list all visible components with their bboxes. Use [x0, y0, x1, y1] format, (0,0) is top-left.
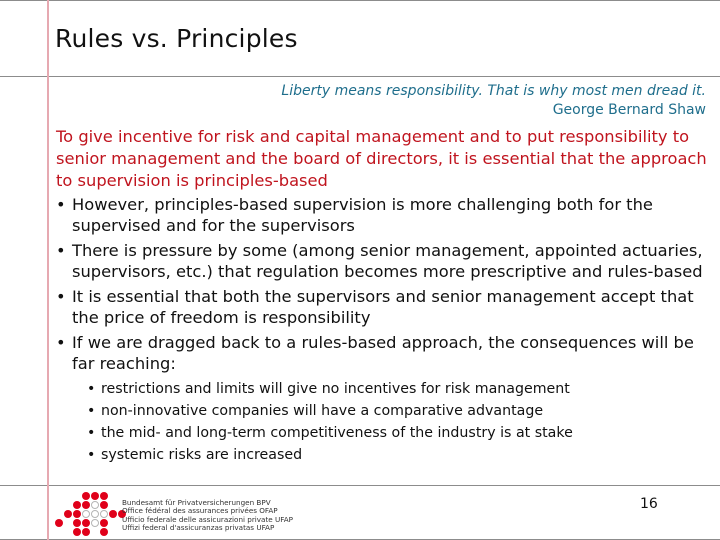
- quote-block: [281, 82, 706, 120]
- margin-line: [47, 0, 49, 540]
- swiss-cross-dots-logo-icon: [55, 492, 117, 534]
- sub-bullet-item: • non-innovative companies will have a comparative advantage: [87, 400, 716, 422]
- sub-bullet-item: • the mid- and long-term competitiveness of the industry is at stake: [87, 422, 716, 444]
- quote-author: George Bernard Shaw: [552, 102, 706, 118]
- bullet-icon: •: [56, 241, 66, 260]
- bullet-icon: •: [87, 425, 96, 441]
- bullet-icon: •: [56, 333, 66, 352]
- agency-name-fr: Office fédéral des assurances privées OFAP: [122, 506, 278, 516]
- agency-name-it: Ufficio federale delle assicurazioni private UFAP: [122, 514, 293, 524]
- bullet-item: • If we are dragged back to a rules-based approach, the consequences will be far reaching:: [56, 333, 694, 373]
- bullet-icon: •: [87, 447, 96, 463]
- title-rule: [0, 76, 720, 77]
- sub-bullet-item: • restrictions and limits will give no incentives for risk management: [87, 378, 716, 400]
- quote-text: Liberty means responsibility. That is why most men dread it.: [281, 83, 706, 99]
- slide-body: [56, 126, 716, 466]
- bullet-icon: •: [87, 381, 96, 397]
- page-number: 16: [640, 496, 658, 512]
- sub-bullet-item: • systemic risks are increased: [87, 444, 716, 466]
- footer-rule: [0, 485, 720, 486]
- bullet-icon: •: [56, 287, 66, 306]
- bullet-icon: •: [87, 403, 96, 419]
- agency-name-rm: Uffizi federal d'assicuranzas privatas UFAP: [122, 523, 275, 533]
- agency-name-de: Bundesamt für Privatversicherungen BPV: [122, 498, 271, 507]
- lead-paragraph: To give incentive for risk and capital management and to put responsibility to senior management and the board of directors, it is essential that the approach to supervision is principles-based: [56, 127, 707, 190]
- slide-title: Rules vs. Principles: [55, 24, 298, 53]
- bullet-item: • There is pressure by some (among senior management, appointed actuaries, supervisors, etc.) that regulation becomes more prescriptive and rules-based: [56, 241, 703, 281]
- bullet-item: • It is essential that both the supervisors and senior management accept that the price of freedom is responsibility: [56, 287, 694, 327]
- agency-name-block: [122, 499, 293, 533]
- bullet-item: • However, principles-based supervision is more challenging both for the supervised and for the supervisors: [56, 195, 653, 235]
- bullet-icon: •: [56, 195, 66, 214]
- top-rule: [0, 0, 720, 1]
